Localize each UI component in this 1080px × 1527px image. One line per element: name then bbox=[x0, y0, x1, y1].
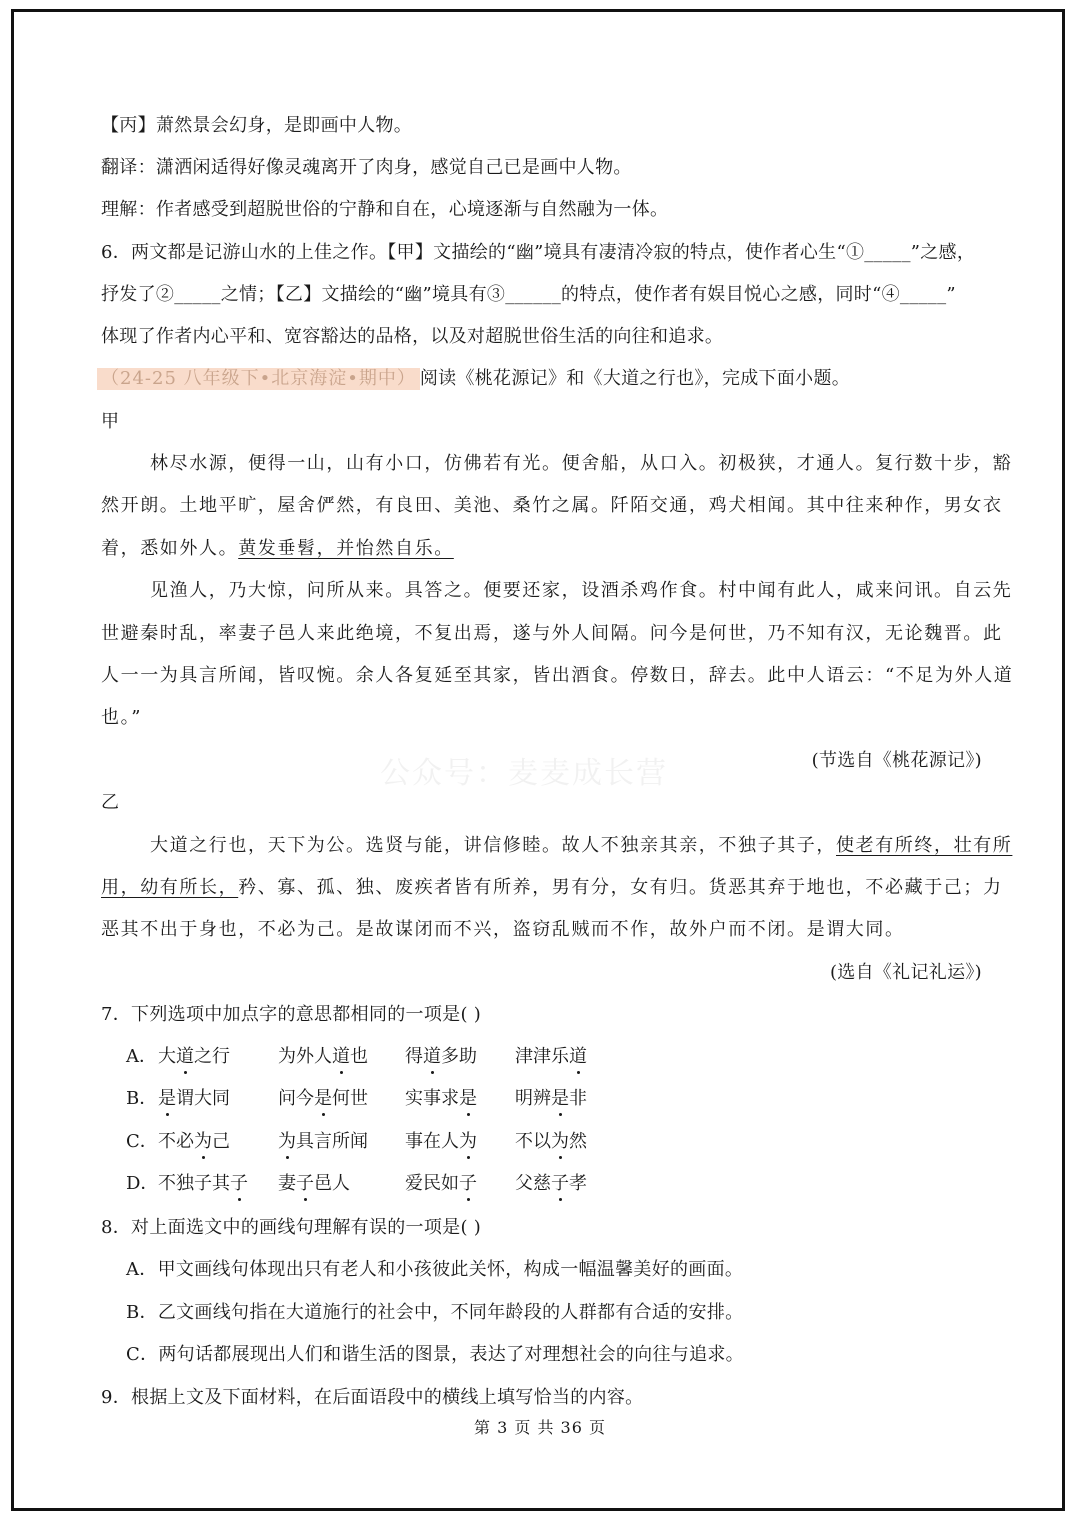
emphasized-character: 子 bbox=[230, 1171, 248, 1197]
jia-p2-line-3: 人一一为具言所闻，皆叹惋。余人各复延至其家，皆出酒食。停数日，辞去。此中人语云：“不足为外人道 bbox=[101, 665, 1014, 686]
section-instruction: 阅读《桃花源记》和《大道之行也》，完成下面小题。 bbox=[419, 368, 851, 389]
emphasized-character: 子 bbox=[459, 1171, 477, 1197]
bing-understanding: 理解：作者感受到超脱世俗的宁静和自在，心境逐渐与自然融为一体。 bbox=[101, 199, 669, 220]
bing-sentence: 【丙】萧然景会幻身，是即画中人物。 bbox=[101, 115, 413, 136]
emphasized-character: 是 bbox=[459, 1086, 477, 1112]
yi-line-2 bbox=[101, 875, 1003, 901]
section-heading bbox=[97, 366, 850, 392]
emphasized-character: 是 bbox=[158, 1086, 176, 1112]
yi-line-3: 恶其不出于身也，不必为己。是故谋闭而不兴，盗窃乱贼而不作，故外户而不闭。是谓大同。 bbox=[101, 919, 905, 940]
q7-option-d-phrase-2: 妻子邑人 bbox=[278, 1171, 350, 1197]
q7-option-b-phrase-3: 实事求是 bbox=[405, 1086, 477, 1112]
jia-label: 甲 bbox=[101, 411, 120, 432]
q7-option-a-phrase-3: 得道多助 bbox=[405, 1044, 477, 1070]
jia-p2-line-2: 世避秦时乱，率妻子邑人来此绝境，不复出焉，遂与外人间隔。问今是何世，乃不知有汉，无论魏晋。此 bbox=[101, 623, 1003, 644]
q7-option-d-letter[interactable]: D． bbox=[126, 1173, 159, 1194]
page-footer: 第 3 页 共 36 页 bbox=[474, 1418, 606, 1437]
emphasized-character: 道 bbox=[332, 1044, 350, 1070]
q7-option-b-phrase-1: 是谓大同 bbox=[158, 1086, 230, 1112]
q7-option-a-phrase-1: 大道之行 bbox=[158, 1044, 230, 1070]
yi-line-1 bbox=[150, 833, 1012, 859]
emphasized-character: 为 bbox=[194, 1129, 212, 1155]
source-tag: （24-25 八年级下•北京海淀•期中） bbox=[97, 368, 420, 390]
q6-line-3: 体现了作者内心平和、宽容豁达的品格，以及对超脱世俗生活的向往和追求。 bbox=[101, 326, 724, 347]
emphasized-character: 子 bbox=[551, 1171, 569, 1197]
q7-option-b-letter[interactable]: B． bbox=[126, 1088, 158, 1109]
jia-p1-line-2: 然开朗。土地平旷，屋舍俨然，有良田、美池、桑竹之属。阡陌交通，鸡犬相闻。其中往来种作，男女衣 bbox=[101, 495, 1003, 516]
q7-option-b-phrase-4: 明辨是非 bbox=[515, 1086, 587, 1112]
yi-underlined-part-2: 用，幼有所长， bbox=[101, 877, 239, 898]
q6-line-2: 抒发了②_____之情；【乙】文描绘的“幽”境具有③______的特点，使作者有娱目悦心之感，同时“④_____” bbox=[101, 284, 956, 305]
q7-option-c-letter[interactable]: C． bbox=[126, 1131, 158, 1152]
jia-underlined-sentence: 黄发垂髫，并怡然自乐。 bbox=[238, 538, 454, 559]
yi-source: (选自《礼记礼运》) bbox=[829, 962, 982, 983]
q8-stem: 8．对上面选文中的画线句理解有误的一项是( ) bbox=[101, 1217, 482, 1238]
emphasized-character: 子 bbox=[296, 1171, 314, 1197]
jia-p2-line-1: 见渔人，乃大惊，问所从来。具答之。便要还家，设酒杀鸡作食。村中闻有此人，咸来问讯。自云先 bbox=[150, 580, 1013, 601]
jia-source: (节选自《桃花源记》) bbox=[811, 750, 982, 771]
watermark: 公众号：麦麦成长营 bbox=[380, 756, 668, 791]
q8-option-a[interactable]: A．甲文画线句体现出只有老人和小孩彼此关怀，构成一幅温馨美好的画面。 bbox=[126, 1259, 744, 1280]
q7-option-a-phrase-2: 为外人道也 bbox=[278, 1044, 368, 1070]
q9-stem: 9．根据上文及下面材料，在后面语段中的横线上填写恰当的内容。 bbox=[101, 1387, 644, 1408]
yi-line-2-text: 矜、寡、孤、独、废疾者皆有所养，男有分，女有归。货恶其弃于地也，不必藏于己；力 bbox=[238, 877, 1003, 898]
q7-option-d-phrase-3: 爱民如子 bbox=[405, 1171, 477, 1197]
yi-label: 乙 bbox=[101, 792, 120, 813]
jia-p2-line-4: 也。” bbox=[101, 707, 143, 728]
emphasized-character: 为 bbox=[278, 1129, 296, 1155]
q7-option-a-phrase-4: 津津乐道 bbox=[515, 1044, 587, 1070]
emphasized-character: 道 bbox=[176, 1044, 194, 1070]
yi-line-1-text: 大道之行也，天下为公。选贤与能，讲信修睦。故人不独亲其亲，不独子其子， bbox=[150, 835, 836, 856]
emphasized-character: 是 bbox=[314, 1086, 332, 1112]
jia-p1-line-1: 林尽水源，便得一山，山有小口，仿佛若有光。便舍船，从口入。初极狭，才通人。复行数十步，豁 bbox=[150, 453, 1013, 474]
emphasized-character: 道 bbox=[423, 1044, 441, 1070]
emphasized-character: 为 bbox=[551, 1129, 569, 1155]
q7-option-a-letter[interactable]: A． bbox=[126, 1046, 157, 1067]
q6-line-1: 6．两文都是记游山水的上佳之作。【甲】文描绘的“幽”境具有凄清冷寂的特点，使作者心生“①_____”之感， bbox=[101, 242, 976, 263]
q7-option-c-phrase-4: 不以为然 bbox=[515, 1129, 587, 1155]
q7-option-d-phrase-4: 父慈子孝 bbox=[515, 1171, 587, 1197]
q8-option-b[interactable]: B．乙文画线句指在大道施行的社会中，不同年龄段的人群都有合适的安排。 bbox=[126, 1302, 744, 1323]
q7-option-b-phrase-2: 问今是何世 bbox=[278, 1086, 368, 1112]
q7-option-c-phrase-2: 为具言所闻 bbox=[278, 1129, 368, 1155]
q7-stem: 7．下列选项中加点字的意思都相同的一项是( ) bbox=[101, 1004, 482, 1025]
q7-option-d-phrase-1: 不独子其子 bbox=[158, 1171, 248, 1197]
jia-p1-line-3 bbox=[101, 536, 454, 562]
emphasized-character: 为 bbox=[459, 1129, 477, 1155]
q7-option-c-phrase-3: 事在人为 bbox=[405, 1129, 477, 1155]
q8-option-c[interactable]: C．两句话都展现出人们和谐生活的图景，表达了对理想社会的向往与追求。 bbox=[126, 1344, 744, 1365]
emphasized-character: 道 bbox=[569, 1044, 587, 1070]
yi-underlined-part-1: 使老有所终，壮有所 bbox=[836, 835, 1013, 856]
q7-option-c-phrase-1: 不必为己 bbox=[158, 1129, 230, 1155]
emphasized-character: 是 bbox=[551, 1086, 569, 1112]
bing-translation: 翻译：潇洒闲适得好像灵魂离开了肉身，感觉自己已是画中人物。 bbox=[101, 157, 632, 178]
jia-p1-line-3-text: 着，悉如外人。 bbox=[101, 538, 239, 559]
